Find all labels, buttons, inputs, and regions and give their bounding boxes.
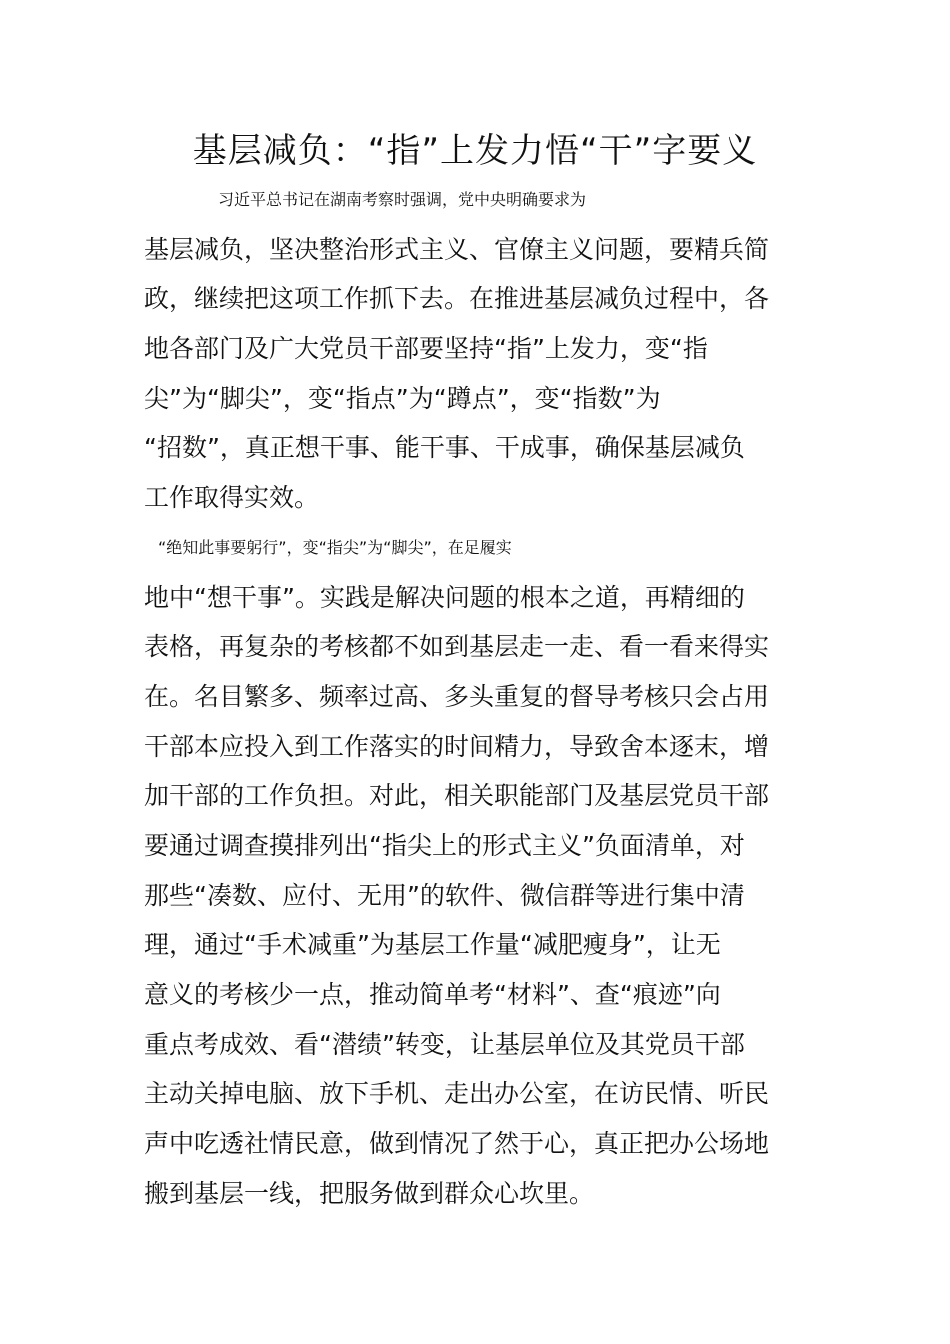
paragraph-line: 主动关掉电脑、放下手机、走出办公室，在访民情、听民: [144, 1079, 770, 1108]
paragraph-line: 加干部的工作负担。对此，相关职能部门及基层党员干部: [144, 781, 770, 810]
paragraph-line: 政，继续把这项工作抓下去。在推进基层减负过程中，各: [144, 284, 770, 313]
paragraph-line: 理，通过“手术减重”为基层工作量“减肥瘦身”，让无: [144, 930, 721, 959]
paragraph-line: 基层减负，坚决整治形式主义、官僚主义问题，要精兵简: [144, 235, 770, 264]
paragraph-line: 重点考成效、看“潜绩”转变，让基层单位及其党员干部: [144, 1030, 745, 1059]
paragraph-line: “绝知此事要躬行”，变“指尖”为“脚尖”，在足履实: [158, 538, 512, 557]
paragraph-line: 声中吃透社情民意，做到情况了然于心，真正把办公场地: [144, 1129, 770, 1158]
paragraph-line: 表格，再复杂的考核都不如到基层走一走、看一看来得实: [144, 632, 770, 661]
paragraph-line: 那些“凑数、应付、无用”的软件、微信群等进行集中清: [144, 881, 745, 910]
paragraph-line: 地各部门及广大党员干部要坚持“指”上发力，变“指: [144, 334, 708, 363]
paragraph-line: 习近平总书记在湖南考察时强调，党中央明确要求为: [218, 190, 587, 209]
paragraph-line: 意义的考核少一点，推动简单考“材料”、查“痕迹”向: [144, 980, 721, 1009]
paragraph-line: 要通过调查摸排列出“指尖上的形式主义”负面清单，对: [144, 831, 745, 860]
paragraph-line: 地中“想干事”。实践是解决问题的根本之道，再精细的: [144, 583, 745, 612]
paragraph-line: “招数”，真正想干事、能干事、干成事，确保基层减负: [144, 433, 745, 462]
paragraph-line: 在。名目繁多、频率过高、多头重复的督导考核只会占用: [144, 682, 770, 711]
document-title: 基层减负：“指”上发力悟“干”字要义: [192, 131, 758, 171]
paragraph-line: 工作取得实效。: [144, 483, 320, 512]
paragraph-line: 尖”为“脚尖”，变“指点”为“蹲点”，变“指数”为: [144, 384, 661, 413]
paragraph-line: 搬到基层一线，把服务做到群众心坎里。: [144, 1179, 595, 1208]
paragraph-line: 干部本应投入到工作落实的时间精力，导致舍本逐末，增: [144, 732, 770, 761]
